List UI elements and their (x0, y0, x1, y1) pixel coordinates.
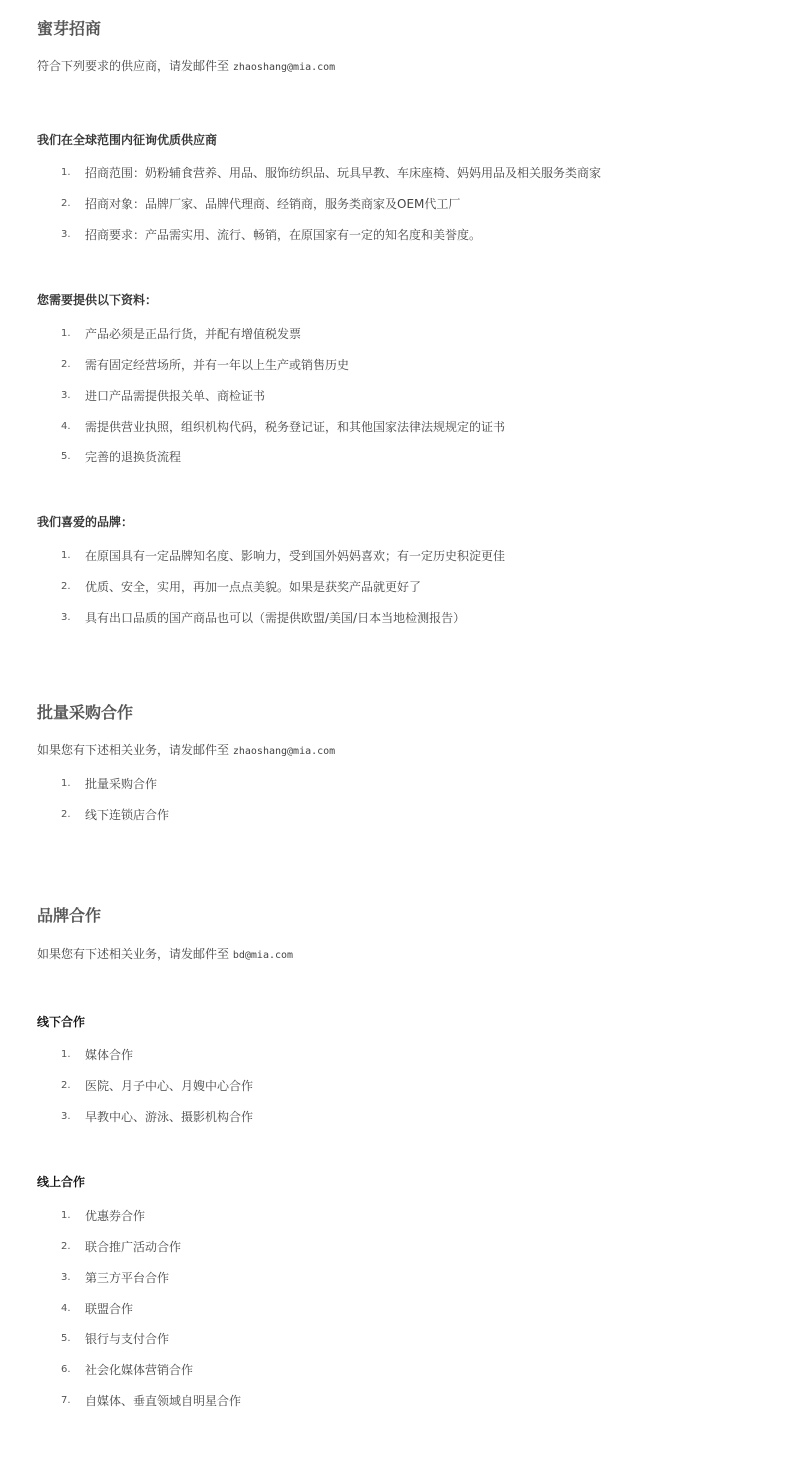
list-item: 3. 进口产品需提供报关单、商检证书 (61, 389, 266, 403)
list-item: 6. 社会化媒体营销合作 (61, 1363, 194, 1377)
section-title: 蜜芽招商 (37, 19, 102, 38)
section-intro (37, 742, 335, 760)
list-item: 4. 联盟合作 (61, 1302, 134, 1316)
section-intro (37, 58, 335, 76)
list-item: 1. 在原国具有一定品牌知名度、影响力，受到国外妈妈喜欢；有一定历史积淀更佳 (61, 549, 506, 563)
email-link[interactable]: zhaoshang@mia.com (232, 62, 336, 73)
list-item: 2. 需有固定经营场所，并有一年以上生产或销售历史 (61, 358, 350, 372)
list-item: 1. 优惠券合作 (61, 1209, 146, 1223)
list-item: 5. 完善的退换货流程 (61, 450, 182, 464)
list-item: 1. 批量采购合作 (61, 777, 158, 791)
list-item: 1. 媒体合作 (61, 1048, 134, 1062)
section-title: 批量采购合作 (37, 703, 134, 722)
intro-text: 符合下列要求的供应商，请发邮件至 (37, 59, 230, 73)
group-title: 您需要提供以下资料： (37, 293, 158, 307)
section-title: 品牌合作 (37, 906, 102, 925)
group-title: 线下合作 (37, 1015, 86, 1029)
list-item: 1. 产品必须是正品行货，并配有增值税发票 (61, 327, 302, 341)
list-item: 2. 优质、安全，实用，再加一点点美貌。如果是获奖产品就更好了 (61, 580, 422, 594)
list-item: 7. 自媒体、垂直领域自明星合作 (61, 1394, 242, 1408)
list-item: 5. 银行与支付合作 (61, 1332, 170, 1346)
list-item: 3. 招商要求：产品需实用、流行、畅销，在原国家有一定的知名度和美誉度。 (61, 228, 482, 242)
list-item: 2. 招商对象：品牌厂家、品牌代理商、经销商，服务类商家及OEM代工厂 (61, 197, 461, 211)
group-title: 线上合作 (37, 1175, 86, 1189)
intro-text: 如果您有下述相关业务，请发邮件至 (37, 947, 230, 961)
group-title: 我们在全球范围内征询优质供应商 (37, 133, 218, 147)
list-item: 4. 需提供营业执照，组织机构代码，税务登记证，和其他国家法律法规规定的证书 (61, 420, 506, 434)
list-item: 3. 早教中心、游泳、摄影机构合作 (61, 1110, 254, 1124)
group-title: 我们喜爱的品牌： (37, 515, 134, 529)
list-item: 2. 线下连锁店合作 (61, 808, 170, 822)
list-item: 1. 招商范围：奶粉辅食营养、用品、服饰纺织品、玩具早教、车床座椅、妈妈用品及相关服务类商家 (61, 166, 602, 180)
list-item: 3. 具有出口品质的国产商品也可以（需提供欧盟/美国/日本当地检测报告） (61, 611, 466, 625)
email-link[interactable]: bd@mia.com (232, 950, 294, 961)
intro-text: 如果您有下述相关业务，请发邮件至 (37, 743, 230, 757)
section-intro (37, 946, 293, 964)
list-item: 3. 第三方平台合作 (61, 1271, 170, 1285)
list-item: 2. 联合推广活动合作 (61, 1240, 182, 1254)
section-merchant-recruitment (37, 19, 757, 39)
list-item: 2. 医院、月子中心、月嫂中心合作 (61, 1079, 254, 1093)
email-link[interactable]: zhaoshang@mia.com (232, 746, 336, 757)
